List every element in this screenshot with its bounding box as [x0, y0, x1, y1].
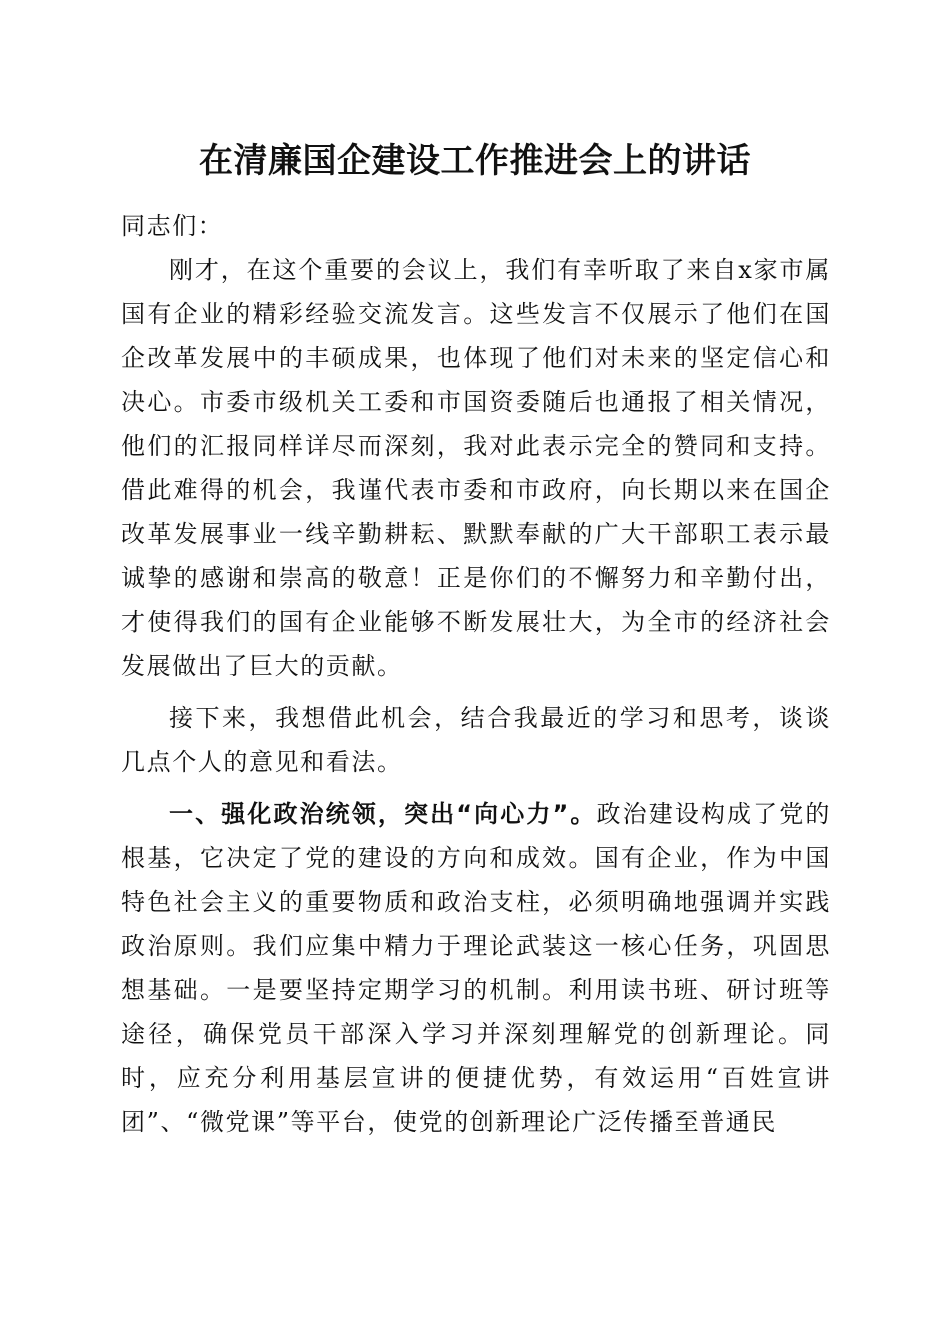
- section-one-text: 政治建设构成了党的根基，它决定了党的建设的方向和成效。国有企业，作为中国特色社会主义的重要物质和政治支柱，必须明确地强调并实践政治原则。我们应集中精力于理论武装这一核心任务，巩固思想基础。一是要坚持定期学习的机制。利用读书班、研讨班等途径，确保党员干部深入学习并深刻理解党的创新理论。同时，应充分利用基层宣讲的便捷优势，有效运用“百姓宣讲团”、“微党课”等平台，使党的创新理论广泛传播至普通民: [121, 800, 831, 1136]
- document-title: 在清廉国企建设工作推进会上的讲话: [199, 141, 751, 181]
- section-one-paragraph: [121, 792, 831, 1144]
- section-one-heading: 一、强化政治统领，突出“向心力”。: [169, 800, 597, 828]
- paragraph-transition: 接下来，我想借此机会，结合我最近的学习和思考，谈谈几点个人的意见和看法。: [121, 704, 831, 776]
- paragraph-opening: 刚才，在这个重要的会议上，我们有幸听取了来自x家市属国有企业的精彩经验交流发言。这些发言不仅展示了他们在国企改革发展中的丰硕成果，也体现了他们对未来的坚定信心和决心。市委市级机关工委和市国资委随后也通报了相关情况，他们的汇报同样详尽而深刻，我对此表示完全的赞同和支持。借此难得的机会，我谨代表市委和市政府，向长期以来在国企改革发展事业一线辛勤耕耘、默默奉献的广大干部职工表示最诚挚的感谢和崇高的敬意！正是你们的不懈努力和辛勤付出，才使得我们的国有企业能够不断发展壮大，为全市的经济社会发展做出了巨大的贡献。: [121, 256, 831, 680]
- salutation: 同志们：: [121, 212, 224, 240]
- document-body: [121, 204, 831, 1144]
